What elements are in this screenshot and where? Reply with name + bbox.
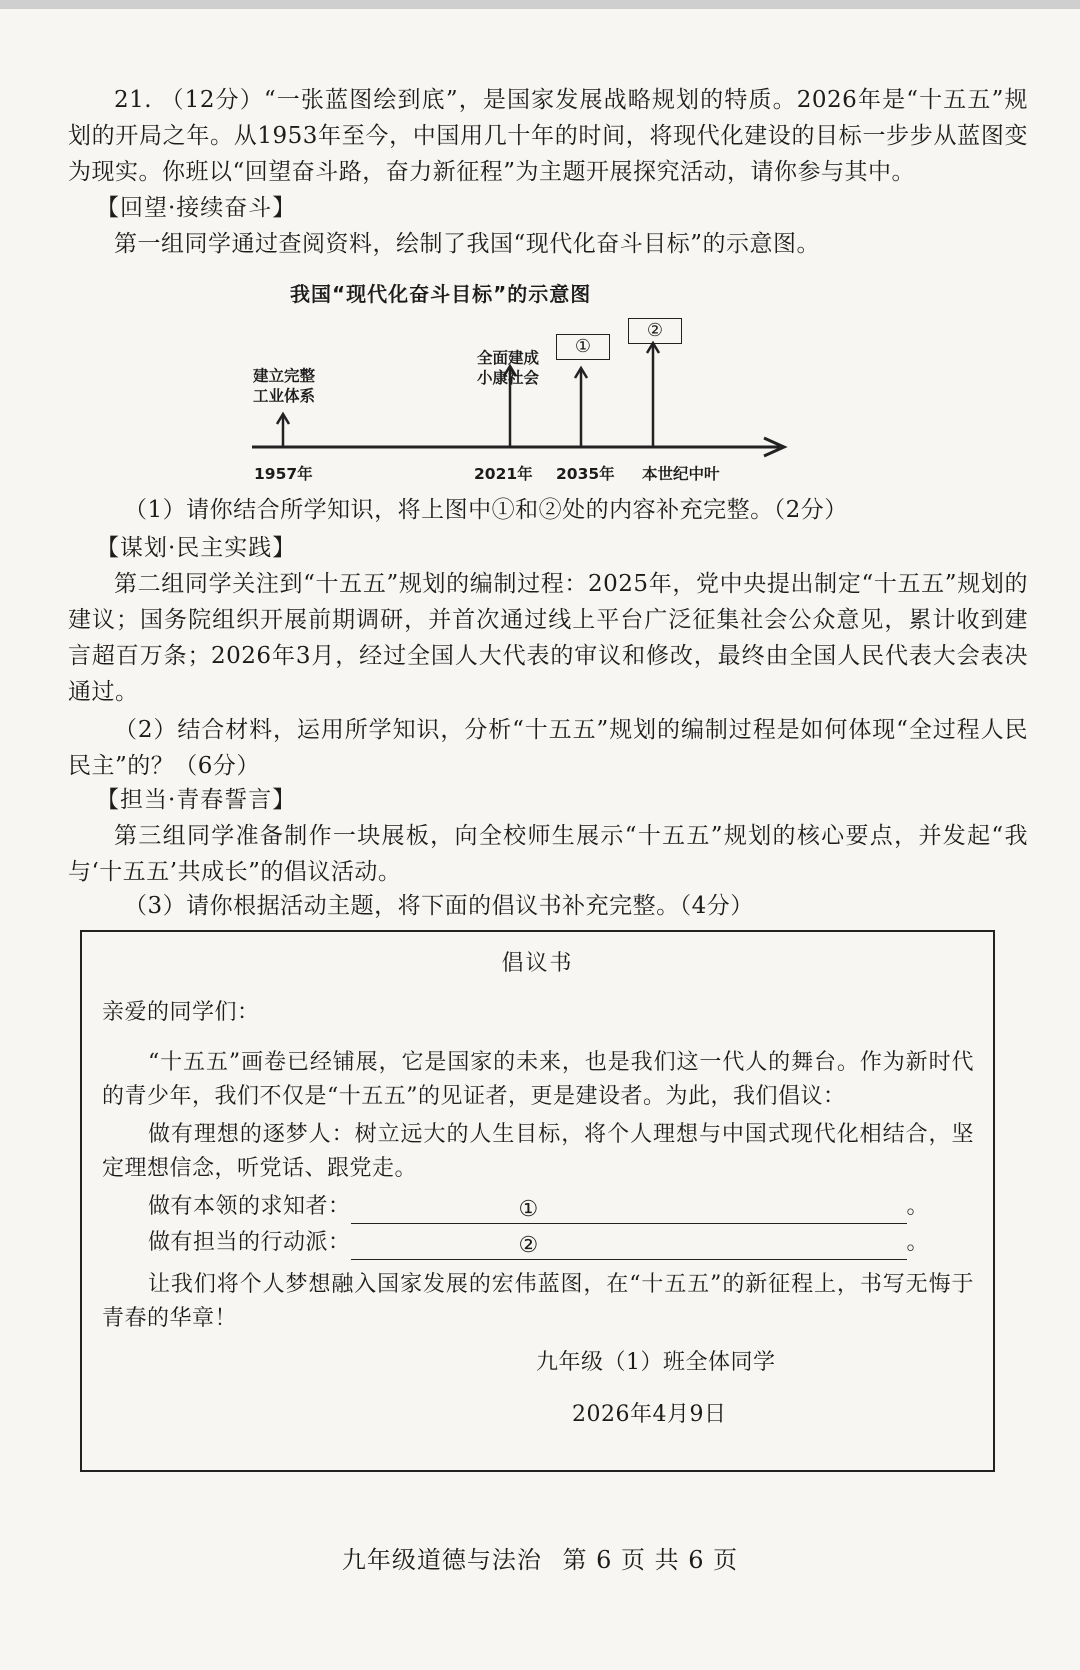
item1-label: 做有本领的求知者： <box>148 1194 351 1219</box>
footer-subject: 九年级道德与法治 <box>341 1546 542 1574</box>
proposal-item2 <box>148 1226 988 1260</box>
section1-title: 【回望·接续奋斗】 <box>96 195 297 221</box>
proposal-para1: “十五五”画卷已经铺展，它是国家的未来，也是我们这一代人的舞台。作为新时代的青少年，我们不仅是“十五五”的见证者，更是建设者。为此，我们倡议： <box>102 1050 974 1109</box>
question-intro: 21. （12分）“一张蓝图绘到底”，是国家发展战略规划的特质。2026年是“十五五”规划的开局之年。从1953年至今，中国用几十年的时间，将现代化建设的目标一步步从蓝图变为现实。你班以“回望奋斗路，奋力新征程”为主题开展探究活动，请你参与其中。 <box>68 87 1028 185</box>
year-midcentury: 本世纪中叶 <box>642 465 720 483</box>
proposal-item1 <box>148 1190 988 1224</box>
proposal-para3: 让我们将个人梦想融入国家发展的宏伟蓝图，在“十五五”的新征程上，书写无悔于青春的华章！ <box>102 1272 974 1331</box>
question-1: （1）请你结合所学知识，将上图中①和②处的内容补充完整。（2分） <box>124 497 848 523</box>
year-2035: 2035年 <box>556 465 615 483</box>
answer-blank-1[interactable]: ① <box>351 1197 907 1224</box>
question-2: （2）结合材料，运用所学知识，分析“十五五”规划的编制过程是如何体现“全过程人民民主”的？（6分） <box>68 717 1028 779</box>
proposal-para2: 做有理想的逐梦人：树立远大的人生目标，将个人理想与中国式现代化相结合，坚定理想信念，听党话、跟党走。 <box>102 1122 974 1181</box>
year-2021: 2021年 <box>474 465 533 483</box>
year-1957: 1957年 <box>254 465 313 483</box>
answer-blank-2[interactable]: ② <box>351 1233 907 1260</box>
proposal-box <box>80 930 995 1472</box>
item1-period: 。 <box>906 1194 930 1219</box>
question-3: （3）请你根据活动主题，将下面的倡议书补充完整。（4分） <box>124 893 754 919</box>
diagram-title: 我国“现代化奋斗目标”的示意图 <box>290 282 592 306</box>
label-industrial-system: 建立完整 工业体系 <box>252 367 315 405</box>
proposal-title: 倡议书 <box>501 951 574 976</box>
blank-box-1: ① <box>556 334 610 360</box>
proposal-date: 2026年4月9日 <box>572 1402 727 1427</box>
section1-text: 第一组同学通过查阅资料，绘制了我国“现代化奋斗目标”的示意图。 <box>114 231 821 257</box>
footer-page-number: 第 6 页 共 6 页 <box>562 1546 739 1574</box>
item2-period: 。 <box>906 1230 930 1255</box>
label-moderately-prosperous: 全面建成 小康社会 <box>476 349 539 387</box>
section3-text: 第三组同学准备制作一块展板，向全校师生展示“十五五”规划的核心要点，并发起“我与‘十五五’共成长”的倡议活动。 <box>68 823 1028 885</box>
blank-box-2: ② <box>628 318 682 344</box>
section3-title: 【担当·青春誓言】 <box>96 787 297 813</box>
page-footer <box>0 1540 1080 1575</box>
item2-label: 做有担当的行动派： <box>148 1230 351 1255</box>
proposal-greeting: 亲爱的同学们： <box>102 1000 260 1025</box>
timeline-svg <box>0 0 1080 480</box>
section2-title: 【谋划·民主实践】 <box>96 535 297 561</box>
proposal-signature: 九年级（1）班全体同学 <box>536 1350 776 1375</box>
section2-text: 第二组同学关注到“十五五”规划的编制过程：2025年，党中央提出制定“十五五”规划的建议；国务院组织开展前期调研，并首次通过线上平台广泛征集社会公众意见，累计收到建言超百万条；2026年3月，经过全国人大代表的审议和修改，最终由全国人民代表大会表决通过。 <box>68 571 1028 705</box>
